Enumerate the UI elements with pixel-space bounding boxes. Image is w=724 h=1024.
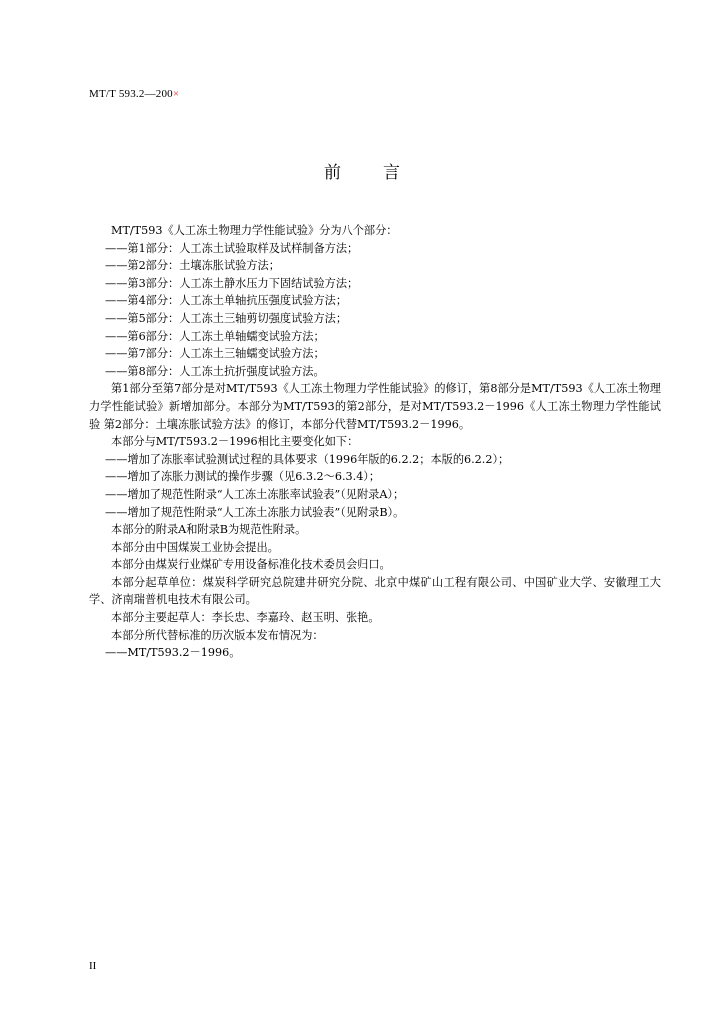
list-item: ——增加了规范性附录“人工冻土冻胀力试验表”（见附录B）。	[105, 505, 405, 519]
intro-paragraph: MT/T593《人工冻土物理力学性能试验》分为八个部分：	[111, 224, 398, 237]
document-code	[89, 88, 179, 100]
managed-by: 本部分由煤炭行业煤矿专用设备标准化技术委员会归口。	[111, 558, 391, 572]
document-code-text: MT/T 593.2—200	[89, 88, 173, 100]
list-item: ——第6部分：人工冻土单轴蠕变试验方法；	[105, 329, 325, 343]
drafting-units: 本部分起草单位：煤炭科学研究总院建井研究分院、北京中煤矿山工程有限公司、中国矿业大学、安徽理工大学、济南瑞普机电技术有限公司。	[89, 575, 661, 607]
list-item: ——增加了冻胀率试验测试过程的具体要求（1996年版的6.2.2；本版的6.2.2）；	[105, 452, 510, 466]
list-item: ——第3部分：人工冻土静水压力下固结试验方法；	[105, 276, 359, 290]
list-item: ——第1部分：人工冻土试验取样及试样制备方法；	[105, 241, 359, 255]
proposed-by: 本部分由中国煤炭工业协会提出。	[111, 540, 279, 554]
list-item: ——MT/T593.2－1996。	[105, 646, 241, 660]
list-item: ——第7部分：人工冻土三轴蠕变试验方法；	[105, 347, 325, 361]
list-item: ——第4部分：人工冻土单轴抗压强度试验方法；	[105, 294, 348, 308]
list-item: ——增加了冻胀力测试的操作步骤（见6.3.2～6.3.4）；	[105, 470, 381, 484]
history-intro: 本部分所代替标准的历次版本发布情况为：	[111, 628, 324, 642]
list-item: ——第5部分：人工冻土三轴剪切强度试验方法；	[105, 311, 348, 325]
appendix-note: 本部分的附录A和附录B为规范性附录。	[111, 523, 307, 537]
page-title: 前言	[324, 163, 442, 183]
page-number: II	[89, 960, 97, 972]
foreword-body	[89, 222, 661, 662]
document-code-mark: ×	[172, 88, 180, 100]
changes-intro: 本部分与MT/T593.2－1996相比主要变化如下：	[111, 435, 359, 449]
list-item: ——第8部分：人工冻土抗折强度试验方法。	[105, 364, 325, 378]
revision-paragraph: 第1部分至第7部分是对MT/T593《人工冻土物理力学性能试验》的修订，第8部分是MT/T593《人工冻土物理力学性能试验》新增加部分。本部分为MT/T593的第2部分，是对MT/T593.2－1996《人工冻土物理力学性能试验 第2部分：土壤冻胀试验方法》的修订，本部分代替MT/T593.2－1996。	[89, 382, 661, 431]
drafters: 本部分主要起草人：李长忠、李嘉玲、赵玉明、张艳。	[111, 611, 380, 625]
list-item: ——增加了规范性附录“人工冻土冻胀率试验表”（见附录A）；	[105, 487, 405, 501]
list-item: ——第2部分：土壤冻胀试验方法；	[105, 259, 280, 273]
